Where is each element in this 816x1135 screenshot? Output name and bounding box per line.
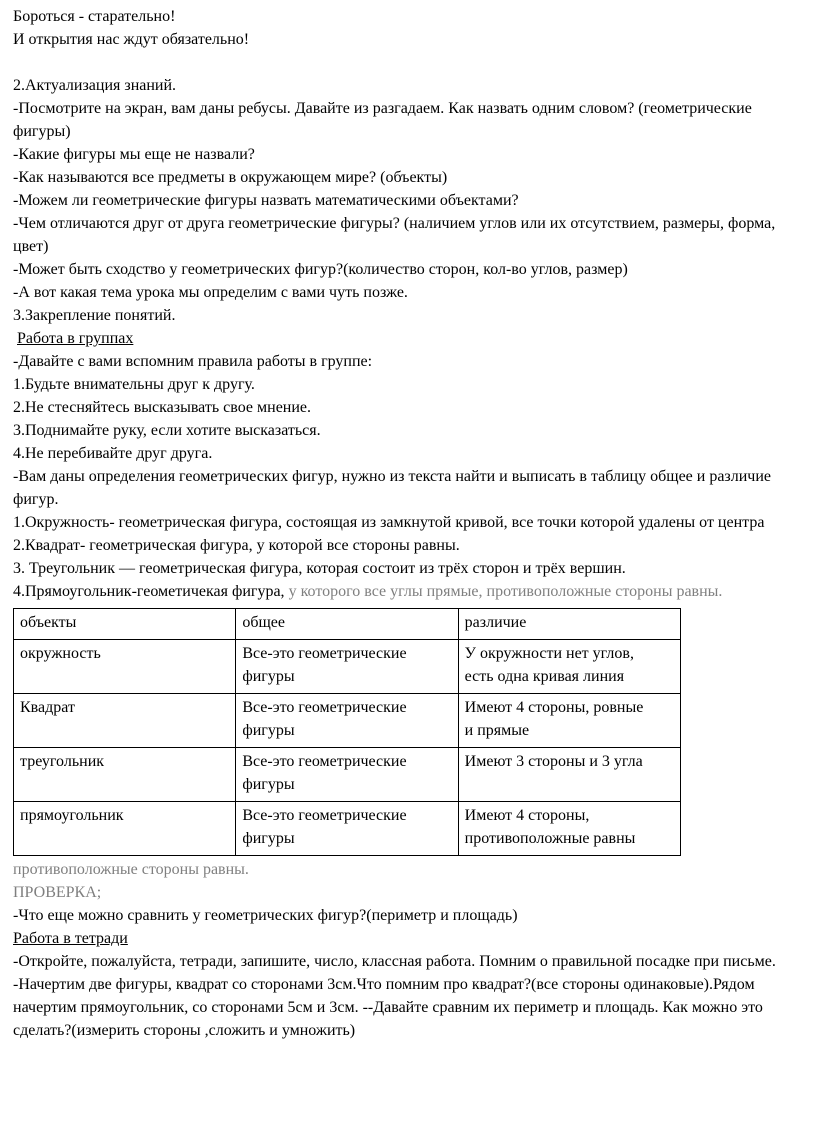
group-rule: 4.Не перебивайте друг друга.	[13, 445, 213, 462]
figure-definition: 2.Квадрат- геометрическая фигура, у которой все стороны равны.	[13, 537, 460, 554]
notebook-work-heading	[13, 927, 804, 950]
table-header-cell: различие	[458, 609, 680, 640]
table-cell-difference: Имеют 3 стороны и 3 угла	[458, 748, 680, 802]
section-title-actualization: 2.Актуализация знаний.	[13, 77, 177, 94]
table-cell-common: Все-это геометрические фигуры	[236, 694, 458, 748]
lesson-line: -Начертим две фигуры, квадрат со сторонами 3см.Что помним про квадрат?(все стороны одинаковые).Рядом начертим прямоугольник, со сторонами 5см и 3см. --Давайте сравним их периметр и площадь. Как можно это сделать?(измерить стороны ,сложить и умножить)	[13, 976, 763, 1039]
table-cell-object: прямоугольник	[14, 802, 236, 856]
section-title-consolidation: 3.Закрепление понятий.	[13, 307, 176, 324]
definition-rectangle-gray: у которого все углы прямые, противоположные стороны равны.	[284, 583, 723, 600]
table-row	[14, 694, 681, 748]
lesson-line: -Что еще можно сравнить у геометрических фигур?(периметр и площадь)	[13, 907, 518, 924]
lesson-line: -Может быть сходство у геометрических фигур?(количество сторон, кол-во углов, размер)	[13, 261, 628, 278]
table-cell-common: Все-это геометрические фигуры	[236, 802, 458, 856]
table-cell-common: Все-это геометрические фигуры	[236, 640, 458, 694]
group-rule: 3.Поднимайте руку, если хотите высказаться.	[13, 422, 321, 439]
table-cell-difference: Имеют 4 стороны, противоположные равны	[458, 802, 680, 856]
comparison-table	[13, 608, 681, 856]
motto-line: И открытия нас ждут обязательно!	[13, 31, 250, 48]
table-cell-object: окружность	[14, 640, 236, 694]
table-row	[14, 748, 681, 802]
figure-definition-rectangle	[13, 580, 804, 603]
table-cell-object: Квадрат	[14, 694, 236, 748]
table-cell-difference: У окружности нет углов, есть одна кривая линия	[458, 640, 680, 694]
group-rule: 2.Не стесняйтесь высказывать свое мнение.	[13, 399, 312, 416]
lesson-line: -Посмотрите на экран, вам даны ребусы. Давайте из разгадаем. Как назвать одним словом? (геометрические фигуры)	[13, 100, 752, 140]
blank-line	[13, 51, 804, 74]
lesson-line: -Можем ли геометрические фигуры назвать математическими объектами?	[13, 192, 519, 209]
lesson-line: -Вам даны определения геометрических фигур, нужно из текста найти и выписать в таблицу общее и различие фигур.	[13, 468, 772, 508]
table-cell-common: Все-это геометрические фигуры	[236, 748, 458, 802]
motto-line: Бороться - старательно!	[13, 8, 176, 25]
group-rule: 1.Будьте внимательны друг к другу.	[13, 376, 255, 393]
table-header-row	[14, 609, 681, 640]
table-cell-difference: Имеют 4 стороны, ровные и прямые	[458, 694, 680, 748]
lesson-line: -Как называются все предметы в окружающем мире? (объекты)	[13, 169, 448, 186]
lesson-line: -А вот какая тема урока мы определим с вами чуть позже.	[13, 284, 408, 301]
lesson-line: -Какие фигуры мы еще не назвали?	[13, 146, 255, 163]
table-row	[14, 802, 681, 856]
figure-definition: 3. Треугольник — геометрическая фигура, которая состоит из трёх сторон и трёх вершин.	[13, 560, 626, 577]
lesson-line: -Давайте с вами вспомним правила работы в группе:	[13, 353, 373, 370]
lesson-line: -Откройте, пожалуйста, тетради, запишите, число, классная работа. Помним о правильной посадке при письме.	[13, 953, 776, 970]
notebook-work-heading-text: Работа в тетради	[13, 930, 128, 947]
gray-continuation-line: противоположные стороны равны.	[13, 861, 249, 878]
definition-rectangle-black: 4.Прямоугольник-геометичекая фигура,	[13, 583, 285, 600]
check-label: ПРОВЕРКА;	[13, 884, 102, 901]
figure-definition: 1.Окружность- геометрическая фигура, состоящая из замкнутой кривой, все точки которой удалены от центра	[13, 514, 765, 531]
table-cell-object: треугольник	[14, 748, 236, 802]
lesson-line: -Чем отличаются друг от друга геометрические фигуры? (наличием углов или их отсутствием, размеры, форма, цвет)	[13, 215, 776, 255]
table-header-cell: объекты	[14, 609, 236, 640]
table-header-cell: общее	[236, 609, 458, 640]
group-work-heading	[13, 327, 804, 350]
table-row	[14, 640, 681, 694]
group-work-heading-text: Работа в группах	[17, 330, 134, 347]
